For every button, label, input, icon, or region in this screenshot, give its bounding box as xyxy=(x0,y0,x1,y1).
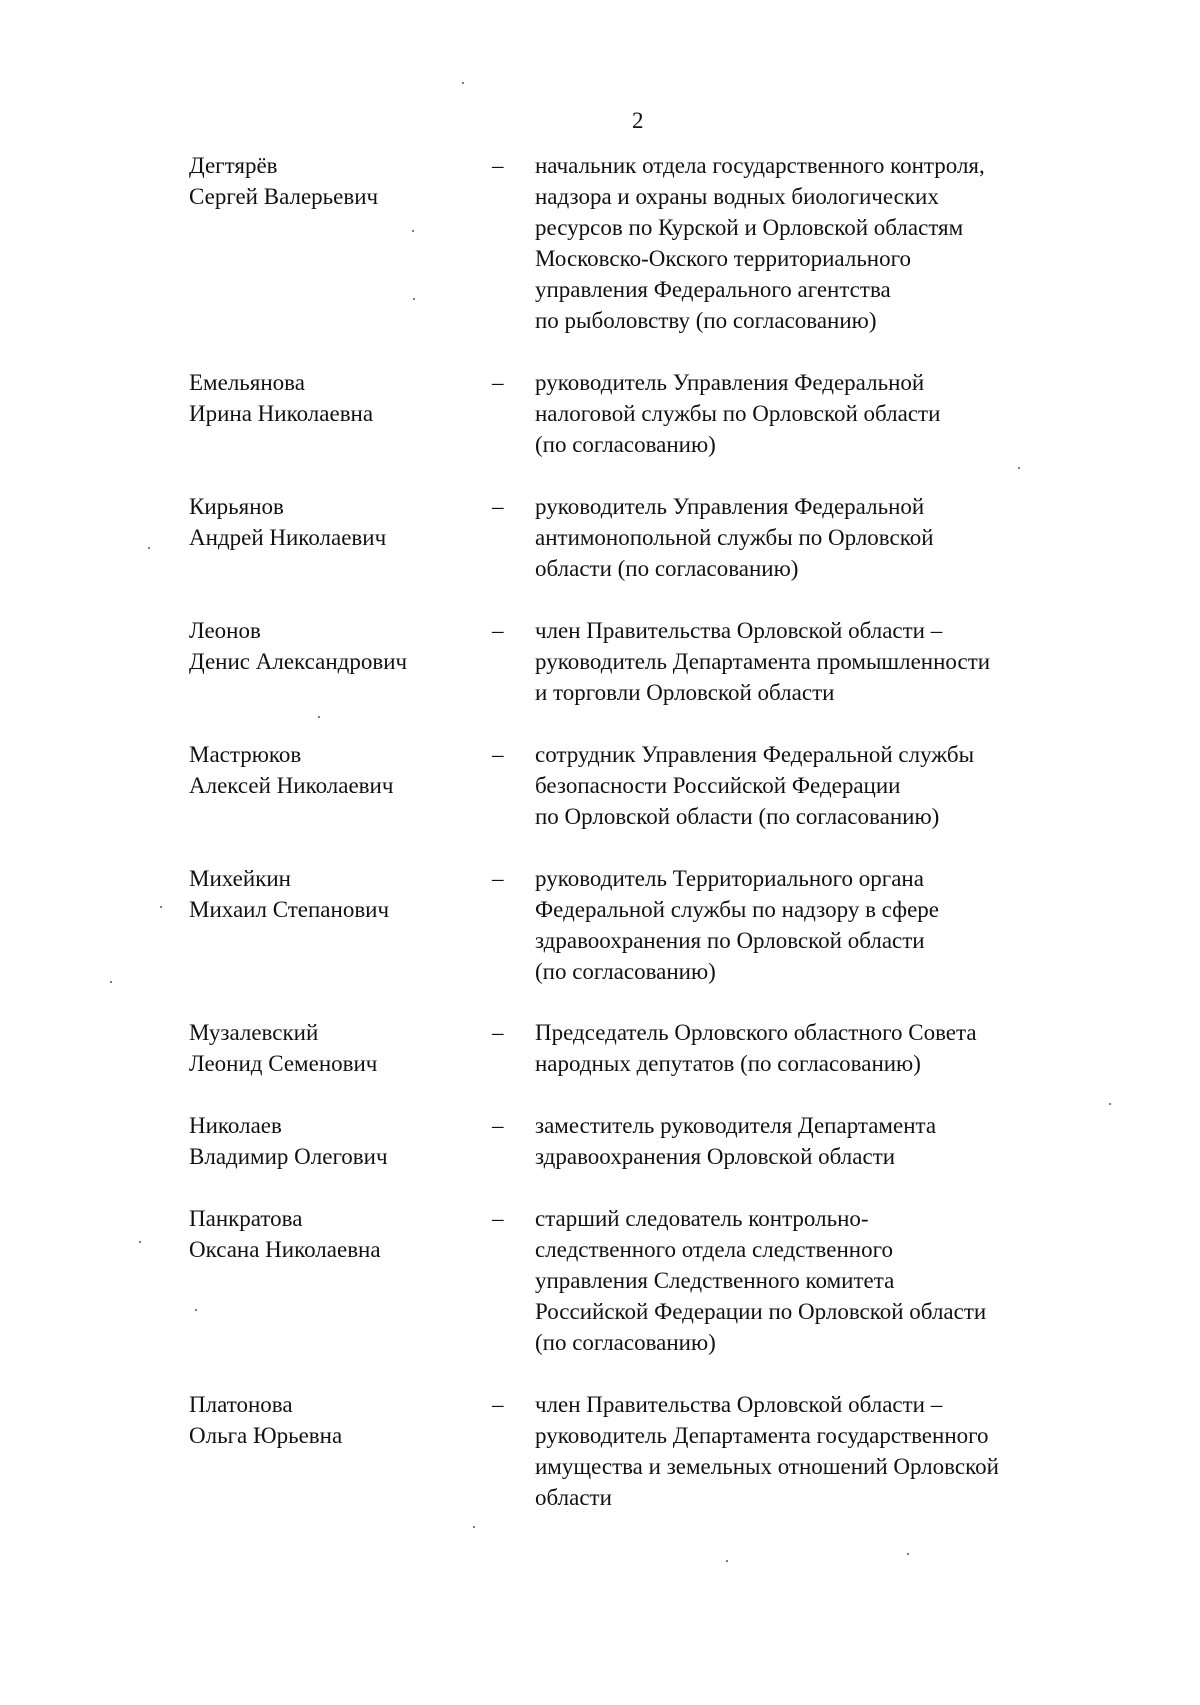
description-line: начальник отдела государственного контроля, xyxy=(535,153,985,178)
description-line: заместитель руководителя Департамента xyxy=(535,1113,937,1138)
description-line: старший следователь контрольно- xyxy=(535,1206,869,1231)
given-names: Михаил Степанович xyxy=(189,897,390,922)
scan-speck xyxy=(318,716,320,718)
description-line: руководитель Территориального органа xyxy=(535,866,924,891)
description-line: и торговли Орловской области xyxy=(535,680,835,705)
given-names: Андрей Николаевич xyxy=(189,525,387,550)
scan-speck xyxy=(148,547,150,549)
description-line: Московско-Окского территориального xyxy=(535,246,911,271)
person-name xyxy=(189,739,489,801)
description-line: руководитель Департамента государственного xyxy=(535,1423,989,1448)
surname: Платонова xyxy=(189,1392,293,1417)
description-line: Российской Федерации по Орловской области xyxy=(535,1299,987,1324)
description-line: (по согласованию) xyxy=(535,432,716,457)
surname: Емельянова xyxy=(189,370,305,395)
description-line: сотрудник Управления Федеральной службы xyxy=(535,742,975,767)
surname: Музалевский xyxy=(189,1020,319,1045)
scan-speck xyxy=(195,1309,197,1311)
description-line: безопасности Российской Федерации xyxy=(535,773,901,798)
person-name xyxy=(189,615,489,677)
position-description xyxy=(535,739,1095,832)
description-line: народных депутатов (по согласованию) xyxy=(535,1051,921,1076)
surname: Николаев xyxy=(189,1113,282,1138)
given-names: Сергей Валерьевич xyxy=(189,184,379,209)
dash-separator: – xyxy=(492,1020,504,1045)
given-names: Ольга Юрьевна xyxy=(189,1423,343,1448)
description-line: Федеральной службы по надзору в сфере xyxy=(535,897,939,922)
dash-separator: – xyxy=(492,618,504,643)
scan-speck xyxy=(1018,467,1020,469)
given-names: Алексей Николаевич xyxy=(189,773,394,798)
description-line: управления Следственного комитета xyxy=(535,1268,895,1293)
person-name xyxy=(189,1203,489,1265)
description-line: антимонопольной службы по Орловской xyxy=(535,525,934,550)
given-names: Ирина Николаевна xyxy=(189,401,374,426)
person-name xyxy=(189,1110,489,1172)
scan-speck xyxy=(473,1526,475,1528)
person-name xyxy=(189,1017,489,1079)
surname: Дегтярёв xyxy=(189,153,278,178)
dash-separator: – xyxy=(492,153,504,178)
dash-separator: – xyxy=(492,742,504,767)
description-line: следственного отдела следственного xyxy=(535,1237,893,1262)
description-line: член Правительства Орловской области – xyxy=(535,1392,943,1417)
dash-separator: – xyxy=(492,370,504,395)
dash-separator: – xyxy=(492,494,504,519)
person-name xyxy=(189,367,489,429)
scan-speck xyxy=(726,1560,728,1562)
given-names: Денис Александрович xyxy=(189,649,408,674)
scan-speck xyxy=(462,82,464,84)
description-line: надзора и охраны водных биологических xyxy=(535,184,939,209)
position-description xyxy=(535,367,1095,460)
position-description xyxy=(535,150,1095,336)
position-description xyxy=(535,863,1095,987)
scan-speck xyxy=(160,906,162,908)
description-line: руководитель Управления Федеральной xyxy=(535,370,925,395)
description-line: области xyxy=(535,1485,612,1510)
person-name xyxy=(189,1389,489,1451)
description-line: член Правительства Орловской области – xyxy=(535,618,943,643)
description-line: по Орловской области (по согласованию) xyxy=(535,804,940,829)
given-names: Владимир Олегович xyxy=(189,1144,388,1169)
dash-separator: – xyxy=(492,1113,504,1138)
description-line: имущества и земельных отношений Орловской xyxy=(535,1454,999,1479)
dash-separator: – xyxy=(492,866,504,891)
dash-separator: – xyxy=(492,1392,504,1417)
page-number: 2 xyxy=(632,108,644,133)
description-line: здравоохранения по Орловской области xyxy=(535,928,925,953)
given-names: Леонид Семенович xyxy=(189,1051,378,1076)
dash-separator: – xyxy=(492,1206,504,1231)
position-description xyxy=(535,615,1095,708)
description-line: управления Федерального агентства xyxy=(535,277,891,302)
position-description xyxy=(535,1110,1095,1172)
person-name xyxy=(189,863,489,925)
scan-speck xyxy=(110,981,112,983)
surname: Кирьянов xyxy=(189,494,284,519)
description-line: руководитель Департамента промышленности xyxy=(535,649,991,674)
description-line: ресурсов по Курской и Орловской областям xyxy=(535,215,964,240)
position-description xyxy=(535,491,1095,584)
scan-speck xyxy=(412,230,414,232)
surname: Леонов xyxy=(189,618,261,643)
description-line: налоговой службы по Орловской области xyxy=(535,401,941,426)
person-name xyxy=(189,491,489,553)
description-line: здравоохранения Орловской области xyxy=(535,1144,896,1169)
surname: Михейкин xyxy=(189,866,291,891)
scan-speck xyxy=(907,1553,909,1555)
scan-speck xyxy=(139,1241,141,1243)
scan-speck xyxy=(413,298,415,300)
description-line: по рыболовству (по согласованию) xyxy=(535,308,877,333)
surname: Мастрюков xyxy=(189,742,302,767)
scan-speck xyxy=(1109,1103,1111,1105)
surname: Панкратова xyxy=(189,1206,303,1231)
description-line: области (по согласованию) xyxy=(535,556,799,581)
position-description xyxy=(535,1017,1095,1079)
description-line: (по согласованию) xyxy=(535,959,716,984)
person-name xyxy=(189,150,489,212)
description-line: (по согласованию) xyxy=(535,1330,716,1355)
description-line: Председатель Орловского областного Совета xyxy=(535,1020,977,1045)
position-description xyxy=(535,1203,1095,1358)
given-names: Оксана Николаевна xyxy=(189,1237,381,1262)
description-line: руководитель Управления Федеральной xyxy=(535,494,925,519)
position-description xyxy=(535,1389,1095,1513)
